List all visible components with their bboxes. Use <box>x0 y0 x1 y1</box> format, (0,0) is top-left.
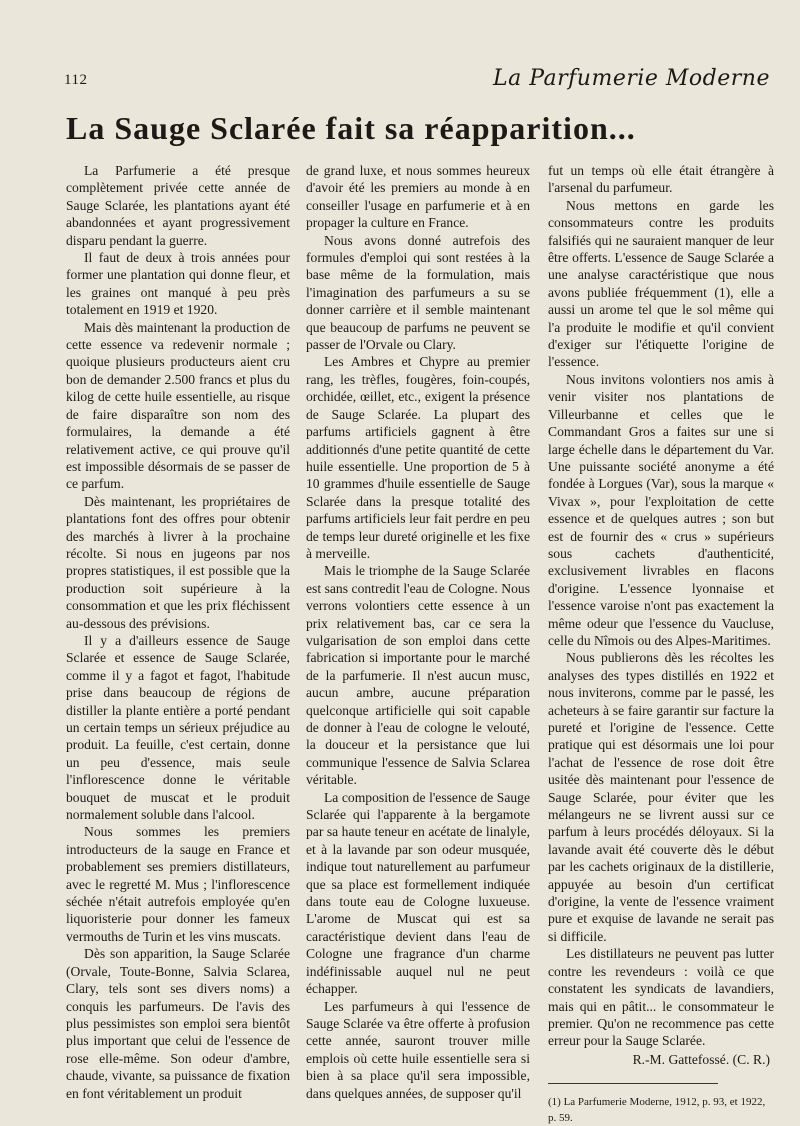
article-column-1 <box>66 162 290 1102</box>
paragraph: Il faut de deux à trois années pour former une plantation qui donne fleur, et les graines ont manqué à peu près totalement en 1919 et 1920. <box>66 250 290 318</box>
article-column-3 <box>548 162 774 1126</box>
paragraph: Il y a d'ailleurs essence de Sauge Sclarée et essence de Sauge Sclarée, comme il y a fagot et fagot, l'habitude prise dans beaucoup de régions de distiller la plante entière a porté pendant un certain temps un sérieux préjudice au produit. La feuille, c'est certain, donne un peu d'essence, mais seule l'inflorescence donne le véritable bouquet de muscat et le produit normalement soluble dans l'alcool. <box>66 632 290 823</box>
paragraph: Mais le triomphe de la Sauge Sclarée est sans contredit l'eau de Cologne. Nous verrons volontiers cette essence à un prix relativement bas, car ce sera la vulgarisation de son emploi dans cette fabrication si importante pour le marché de la parfumerie. Il n'est aucun musc, aucun ambre, aucune préparation quelconque artificielle qui soit capable de donner à l'eau de cologne le velouté, la douceur et la persistance que lui communique l'essence de Salvia Sclarea véritable. <box>306 563 530 788</box>
paragraph: La Parfumerie a été presque complètement privée cette année de Sauge Sclarée, les plantations ayant été abandonnées et ayant progressivement disparu pendant la guerre. <box>66 163 290 248</box>
paragraph: Les parfumeurs à qui l'essence de Sauge Sclarée va être offerte à profusion cette année, sauront trouver mille emplois où cette huile essentielle sera si bien à sa place qu'il sera impossible, dans quelques années, de supposer qu'il <box>306 998 530 1101</box>
paragraph: Les distillateurs ne peuvent pas lutter contre les revendeurs : voilà ce que constatent les syndicats de lavandiers, mais qui en pâtit... le consommateur le premier. Qu'on ne recommence pas cette erreur pour la Sauge Sclarée. <box>548 946 774 1049</box>
page-number: 112 <box>64 72 88 88</box>
paragraph: La composition de l'essence de Sauge Sclarée qui l'apparente à la bergamote par sa haute teneur en acétate de linalyle, et à la lavande par son odeur musquée, indique tout naturellement au parfumeur que sa place est formellement indiquée dans toute eau de Cologne luxueuse. L'arome de Muscat qui est sa caractéristique devient dans l'eau de Cologne une fragrance d'un charme indéfinissable auquel nul ne peut échapper. <box>306 789 530 997</box>
paragraph: Dès maintenant, les propriétaires de plantations font des offres pour obtenir des marchés à livrer à la prochaine récolte. Si nous en jugeons par nos propres statistiques, il est possible que la production soit supérieure à la consommation et que les prix fléchissent au-dessous des prévisions. <box>66 493 290 631</box>
paragraph: Nous avons donné autrefois des formules d'emploi qui sont restées à la base même de la formulation, mais l'imagination des parfumeurs a su se donner carrière et il semble maintenant que beaucoup de parfums ne peuvent se passer de l'Orvale ou Clary. <box>306 232 530 353</box>
paragraph-continued: de grand luxe, et nous sommes heureux d'avoir été les premiers au monde à en conseiller l'usage en parfumerie et à en propager la culture en France. <box>306 163 530 231</box>
journal-running-head: La Parfumerie Moderne <box>492 66 770 91</box>
author-signature: R.-M. Gattefossé. (C. R.) <box>632 1051 770 1067</box>
paragraph: Nous publierons dès les récoltes les analyses des types distillés en 1922 et nous inviterons, comme par le passé, les acheteurs à se faire garantir sur facture la pureté et l'origine de l'essence. Cette pratique qui est désormais une loi pour l'achat de l'essence de rose doit être usitée dès maintenant pour l'essence de Sauge Sclarée, pour éviter que les mélangeurs ne se livrent aussi sur ce parfum à leurs procédés déloyaux. Si la lavande avait été couverte dès le début par les cachets originaux de la distillerie, appuyée au besoin d'un certificat d'origine, la vente de l'essence vraiment pure et exquise de lavande ne serait pas si difficile. <box>548 650 774 944</box>
paragraph: Les Ambres et Chypre au premier rang, les trèfles, fougères, foin-coupés, orchidée, œillet, etc., exigent la présence de Sauge Sclarée. La plupart des parfums artificiels gagnent à être additionnés d'une petite quantité de cette huile essentielle. Une proportion de 5 à 10 grammes d'huile essentielle de Sauge Sclarée dans la presque totalité des parfums artificiels leur fait perdre en peu de temps leur dureté originelle et les fixe à merveille. <box>306 354 530 561</box>
paragraph-continued: fut un temps où elle était étrangère à l'arsenal du parfumeur. <box>548 163 774 196</box>
paragraph: Dès son apparition, la Sauge Sclarée (Orvale, Toute-Bonne, Salvia Sclarea, Clary, tels sont ses divers noms) a conquis les parfumeurs. De l'avis des plus pessimistes son emploi sera bientôt plus important que celui de l'essence de rose elle-même. Son odeur d'ambre, chaude, vivante, sa puissance de fixation en font véritablement un produit <box>66 946 290 1101</box>
article-column-2 <box>306 162 530 1102</box>
article-title: La Sauge Sclarée fait sa réapparition... <box>66 110 636 146</box>
paragraph: Mais dès maintenant la production de cette essence va redevenir normale ; quoique plusieurs producteurs aient cru bon de demander 2.500 francs et plus du kilog de cette huile essentielle, au risque de faire disparaître son nom des formulaires, la demande a été relativement active, ce qui prouve qu'il est impossible désormais de se passer de ce parfum. <box>66 319 290 492</box>
paragraph: Nous invitons volontiers nos amis à venir visiter nos plantations de Villeurbanne et celles que le Commandant Gros a faites sur une si large échelle dans le département du Var. Une puissante société anonyme a été fondée à Lorgues (Var), sous la marque « Vivax », pour l'exploitation de cette essence et de quelques autres ; son but est de fournir des « crus » supérieurs sous cachets d'authenticité, exclusivement livrables en flacons d'origine. L'essence lyonnaise et l'essence varoise n'ont pas exactement la même odeur que l'essence du Vaucluse, celle du Nîmois ou des Alpes-Maritimes. <box>548 371 774 648</box>
footnote: (1) La Parfumerie Moderne, 1912, p. 93, et 1922, p. 59. <box>548 1096 766 1125</box>
paragraph: Nous sommes les premiers introducteurs de la sauge en France et probablement ses premiers distillateurs, avec le regretté M. Mus ; l'inflorescence séchée n'était autrefois employée qu'en liquoristerie pour donner les fameux vermouths de Turin et les vins muscats. <box>66 824 290 944</box>
footnote-divider <box>548 1083 718 1084</box>
paragraph: Nous mettons en garde les consommateurs contre les produits falsifiés qui ne sauraient manquer de leur être offerts. L'essence de Sauge Sclarée a une analyse caractéristique que nous avons publiée fréquemment (1), elle a aussi un arome tel que le sol même qui l'a produite le modifie et qu'il convient d'exiger sur l'étiquette l'origine de l'essence. <box>548 197 774 370</box>
